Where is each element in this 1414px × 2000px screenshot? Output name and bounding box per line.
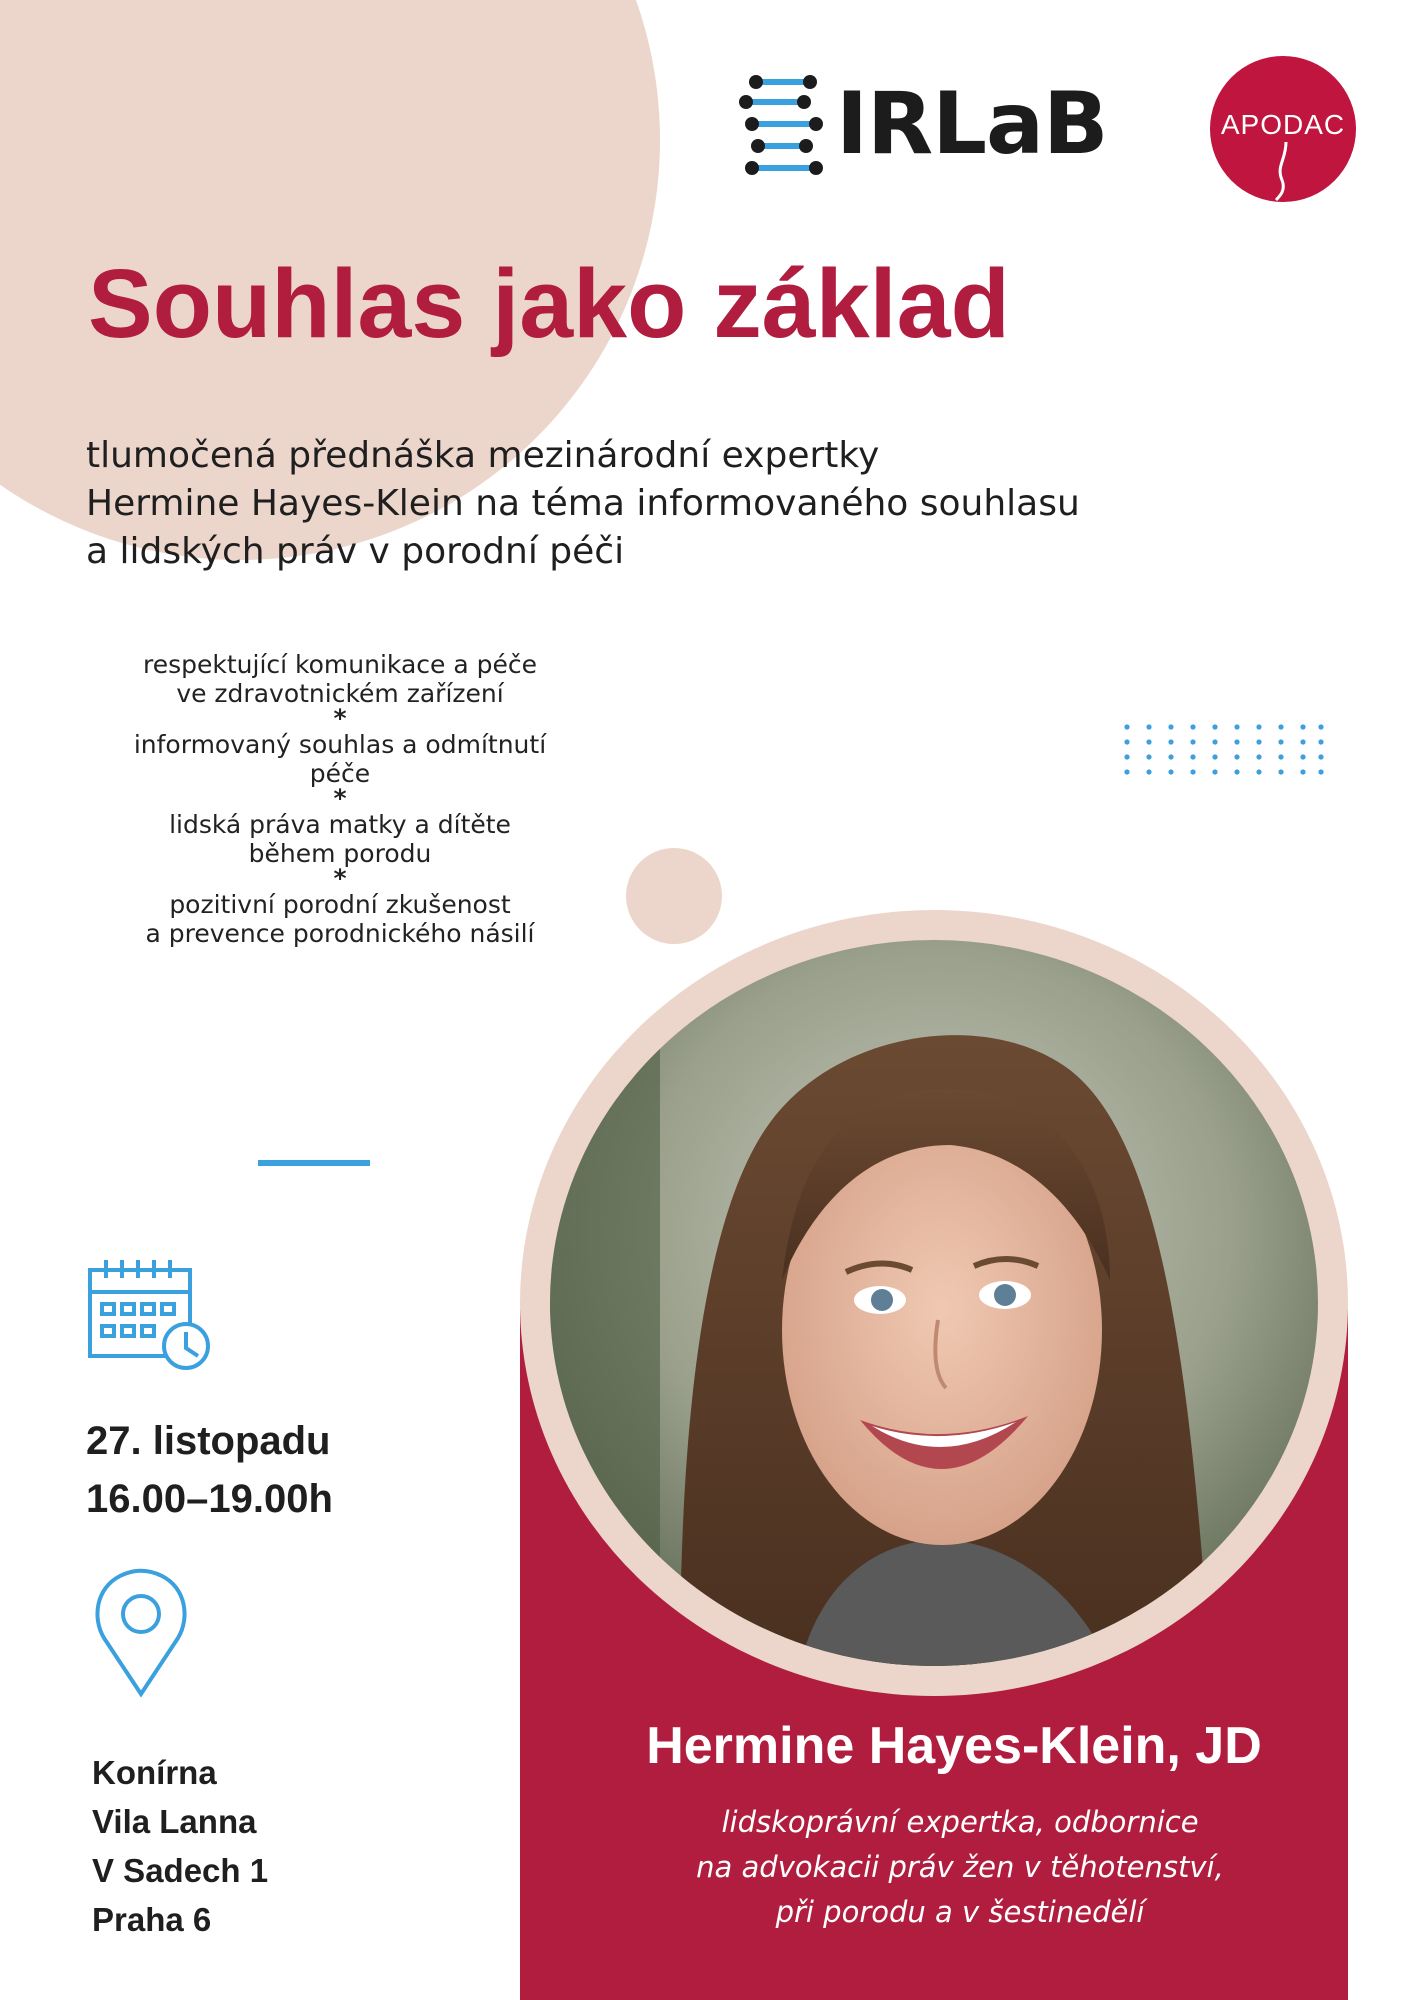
address-line: V Sadech 1 xyxy=(92,1852,269,1889)
topic-line: informovaný souhlas a odmítnutí xyxy=(133,730,547,759)
speaker-description-line: na advokacii práv žen v těhotenství, xyxy=(696,1850,1224,1884)
subtitle-line: Hermine Hayes-Klein na téma informovaného souhlasu xyxy=(86,483,1080,524)
map-pin-icon xyxy=(90,1566,192,1698)
decorative-dot-grid xyxy=(1124,724,1324,776)
speaker-description-line: při porodu a v šestinedělí xyxy=(775,1895,1145,1929)
topics-list xyxy=(70,650,610,948)
speaker-photo xyxy=(550,940,1318,1666)
topic-line: péče xyxy=(309,759,371,788)
event-datetime xyxy=(86,1412,333,1528)
speaker-description-line: lidskoprávní expertka, odbornice xyxy=(721,1805,1199,1839)
topic-line: a prevence porodnického násilí xyxy=(145,919,535,948)
irlab-logo-text: IRLaB xyxy=(836,74,1108,174)
subtitle xyxy=(86,432,1286,576)
topic-line: během porodu xyxy=(248,839,432,868)
speaker-description xyxy=(540,1800,1380,1935)
topic-separator: * xyxy=(333,864,347,893)
topic-line: pozitivní porodní zkušenost xyxy=(169,890,511,919)
decorative-small-circle xyxy=(626,848,722,944)
topic-line: ve zdravotnickém zařízení xyxy=(176,679,504,708)
apodac-logo xyxy=(1210,56,1356,202)
page-title: Souhlas jako základ xyxy=(88,249,1010,358)
dna-icon xyxy=(736,70,832,180)
topic-line: respektující komunikace a péče xyxy=(143,650,537,679)
speaker-portrait xyxy=(550,940,1318,1666)
address-line: Vila Lanna xyxy=(92,1803,257,1840)
event-date: 27. listopadu xyxy=(86,1419,331,1463)
decorative-divider xyxy=(258,1160,370,1166)
irlab-logo xyxy=(736,70,1136,180)
address-line: Konírna xyxy=(92,1754,217,1791)
speaker-name: Hermine Hayes-Klein, JD xyxy=(646,1717,1262,1775)
apodac-logo-text: APODAC xyxy=(1220,109,1346,140)
address-line: Praha 6 xyxy=(92,1901,212,1938)
topic-line: lidská práva matky a dítěte xyxy=(169,810,511,839)
subtitle-line: a lidských práv v porodní péči xyxy=(86,531,625,572)
subtitle-line: tlumočená přednáška mezinárodní expertky xyxy=(86,435,880,476)
topic-separator: * xyxy=(333,704,347,733)
calendar-clock-icon xyxy=(86,1258,212,1374)
topic-separator: * xyxy=(333,784,347,813)
event-time: 16.00–19.00h xyxy=(86,1477,333,1521)
event-address xyxy=(92,1748,268,1944)
apodac-sperm-mark xyxy=(1210,56,1356,202)
